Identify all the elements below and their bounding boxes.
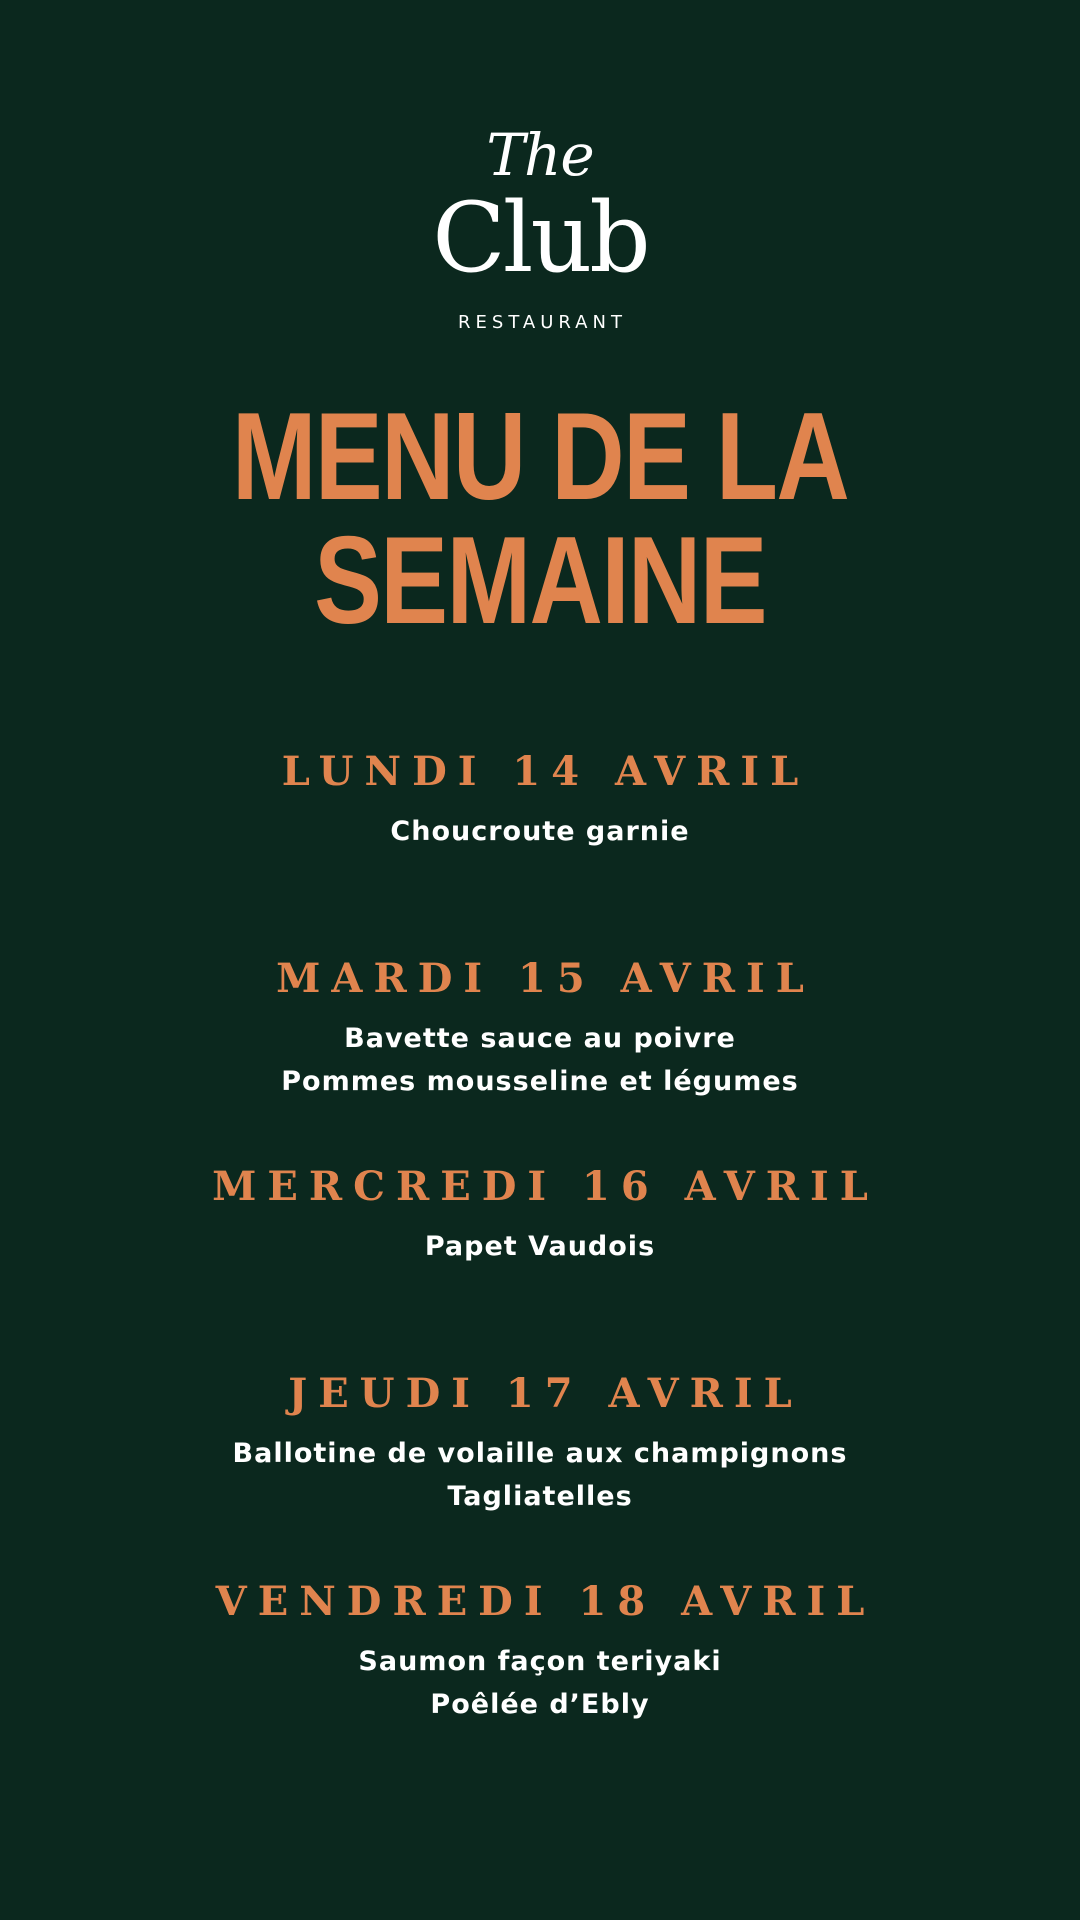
- logo-subtitle: RESTAURANT: [458, 312, 627, 333]
- title-line-1: MENU DE LA: [231, 388, 849, 526]
- dish-list: [0, 1640, 1080, 1726]
- day-section-thursday: [0, 1370, 1080, 1518]
- dish-list: [0, 1225, 1080, 1268]
- day-title: JEUDI 17 AVRIL: [288, 1370, 803, 1417]
- dish-item: Saumon façon teriyaki: [358, 1646, 722, 1677]
- restaurant-logo: [0, 120, 1080, 333]
- day-title: LUNDI 14 AVRIL: [281, 748, 810, 795]
- dish-list: [0, 1432, 1080, 1518]
- dish-list: [0, 1017, 1080, 1103]
- day-section-wednesday: [0, 1163, 1080, 1268]
- day-section-tuesday: [0, 955, 1080, 1103]
- title-line-2: SEMAINE: [314, 512, 766, 650]
- day-section-monday: [0, 748, 1080, 853]
- logo-the-text: The: [486, 121, 594, 189]
- day-title: MERCREDI 16 AVRIL: [212, 1163, 879, 1210]
- dish-item: Ballotine de volaille aux champignons: [232, 1438, 848, 1469]
- dish-list: [0, 810, 1080, 853]
- dish-item: Papet Vaudois: [424, 1231, 656, 1262]
- day-section-friday: [0, 1578, 1080, 1726]
- dish-item: Choucroute garnie: [390, 816, 690, 847]
- page-title: [97, 388, 983, 650]
- day-title: VENDREDI 18 AVRIL: [215, 1578, 876, 1625]
- dish-item: Bavette sauce au poivre: [344, 1023, 736, 1054]
- logo-club-text: Club: [432, 182, 648, 294]
- dish-item: Tagliatelles: [447, 1481, 633, 1512]
- day-title: MARDI 15 AVRIL: [276, 955, 815, 1002]
- dish-item: Pommes mousseline et légumes: [281, 1066, 799, 1097]
- dish-item: Poêlée d’Ebly: [430, 1689, 650, 1720]
